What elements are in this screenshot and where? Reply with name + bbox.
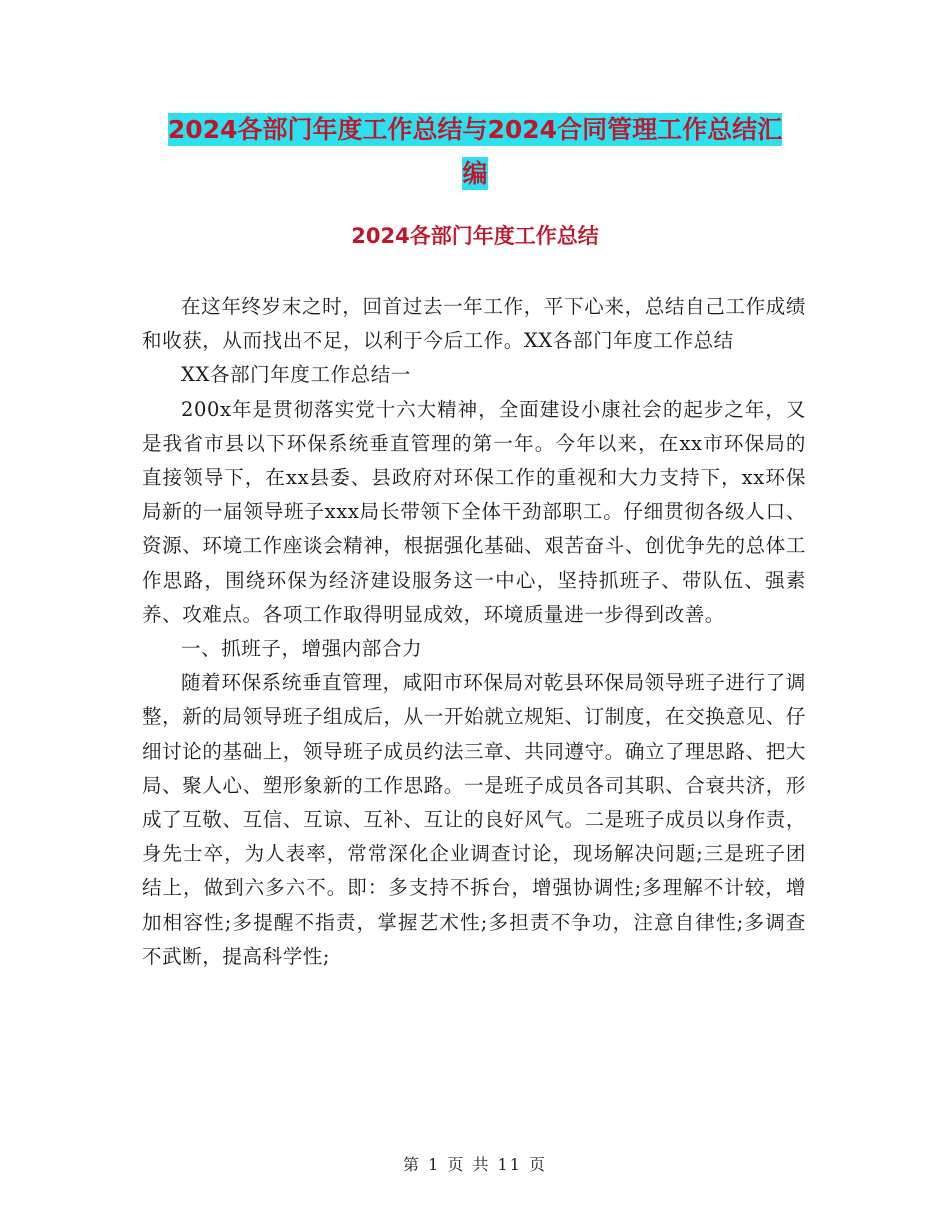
paragraph-intro: 在这年终岁末之时，回首过去一年工作，平下心来，总结自己工作成绩和收获，从而找出不足，以利于今后工作。XX各部门年度工作总结 — [142, 295, 806, 353]
section-title: 2024各部门年度工作总结 — [351, 224, 599, 248]
paragraph-leadership: 随着环保系统垂直管理，咸阳市环保局对乾县环保局领导班子进行了调整，新的局领导班子组成后，从一开始就立规矩、订制度，在交换意见、仔细讨论的基础上，领导班子成员约法三章、共同遵守。确立了理思路、把大局、聚人心、塑形象新的工作思路。一是班子成员各司其职、合衰共济，形成了互敬、互信、互谅、互补、互让的良好风气。二是班子成员以身作责，身先士卒，为人表率，常常深化企业调查讨论，现场解决问题;三是班子团结上，做到六多六不。即：多支持不拆台，增强协调性;多理解不计较，增加相容性;多提醒不指责，掌握艺术性;多担责不争功，注意自律性;多调查不武断，提高科学性; — [142, 671, 806, 968]
document-body — [142, 290, 806, 974]
main-title-line2: 编 — [462, 159, 488, 188]
page-footer: 第 1 页 共 11 页 — [403, 1155, 547, 1174]
paragraph-overview: 200x年是贯彻落实党十六大精神，全面建设小康社会的起步之年，又是我省市县以下环保系统垂直管理的第一年。今年以来，在xx市环保局的直接领导下，在xx县委、县政府对环保工作的重视和大力支持下，xx环保局新的一届领导班子xxx局长带领下全体干劲部职工。仔细贯彻各级人口、资源、环境工作座谈会精神，根据强化基础、艰苦奋斗、创优争先的总体工作思路，围绕环保为经济建设服务这一中心，坚持抓班子、带队伍、强素养、攻难点。各项工作取得明显成效，环境质量进一步得到改善。 — [142, 397, 806, 626]
paragraph-heading-one: 一、抓班子，增强内部合力 — [181, 637, 423, 661]
paragraph-subheading: XX各部门年度工作总结一 — [181, 363, 411, 387]
main-title — [140, 108, 810, 196]
main-title-line1: 2024各部门年度工作总结与2024合同管理工作总结汇 — [167, 115, 783, 144]
